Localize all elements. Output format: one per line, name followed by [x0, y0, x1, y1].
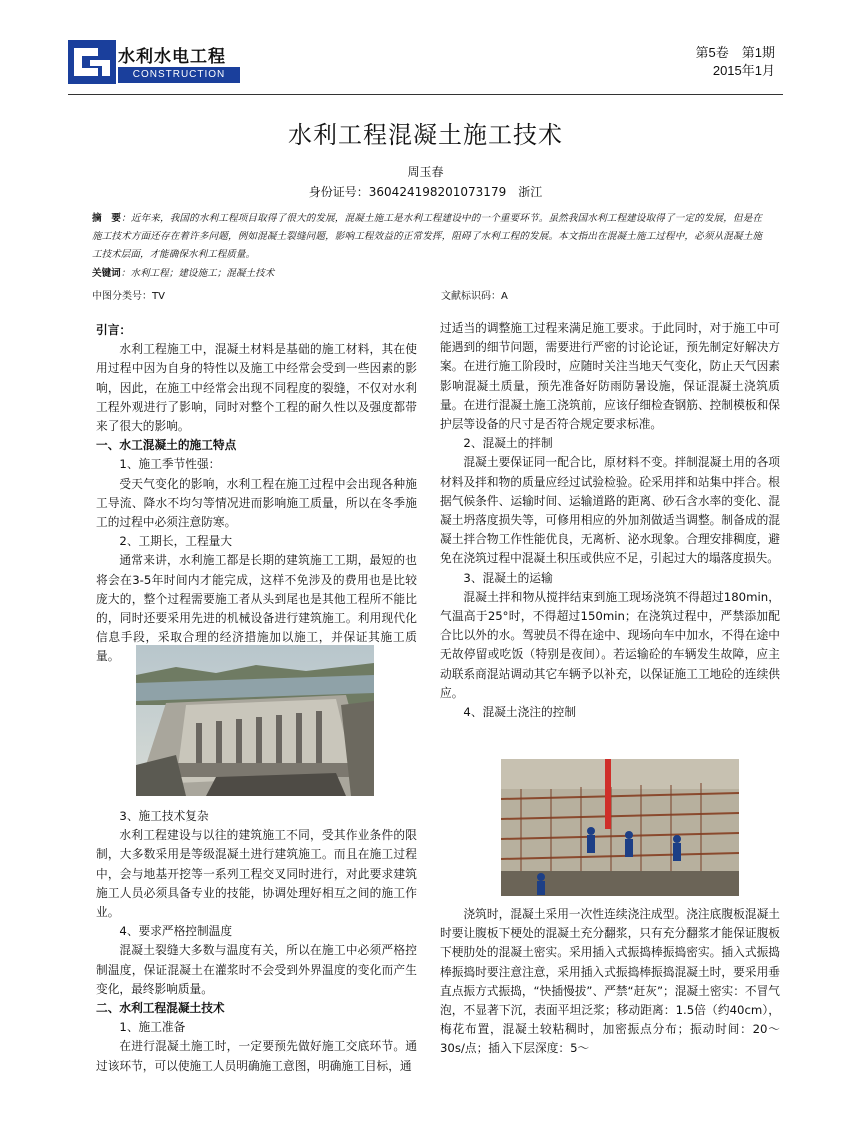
document-code: 文献标识码：A [441, 291, 508, 302]
journal-logo [68, 40, 240, 84]
left-column-top [96, 321, 417, 667]
author-id-line: 身份证号：360424198201073179 浙江 [308, 185, 543, 199]
journal-name-en: CONSTRUCTION [118, 67, 240, 83]
journal-name: 水利水电工程 [118, 47, 226, 67]
paragraph: 2、工期长，工程量大 [119, 534, 233, 549]
right-column-top [440, 319, 780, 722]
volume-issue: 第5卷 第1期 [695, 45, 775, 60]
header-rule [68, 94, 783, 95]
keywords [92, 266, 762, 282]
paragraph: 水利工程建设与以往的建筑施工不同，受其作业条件的限制，大多数采用是等级混凝土进行建筑施工。而且在施工过程中，会与地基开挖等一系列工程交叉同时进行，对此要求建筑施工人员必须具备专业的技能，协调处理好相互之间的施工作业。 [96, 828, 417, 920]
section-heading: 二、水利工程混凝土技术 [96, 1001, 225, 1016]
paragraph: 3、混凝土的运输 [463, 570, 553, 585]
paragraph: 浇筑时，混凝土采用一次性连续浇注成型。浇注底腹板混凝土时要让腹板下梗处的混凝土充分翻浆，只有充分翻浆才能保证腹板下梗肋处的混凝土密实。采用插入式振捣棒振捣密实。插入式振捣棒振捣时要注意注意，采用插入式振捣棒振捣混凝土时，要采用垂直点振方式振捣，“快插慢拔”、严禁“赶灰”；混凝土密实：不冒气泡，不显著下沉，表面平坦泛浆；移动距离：1.5倍（约40cm），梅花布置，混凝土较粘稠时，加密振点分布；振动时间：20～30s/点；插入下层深度：5～ [440, 907, 780, 1056]
concrete-pour-photo [501, 759, 739, 896]
logo-mark [68, 40, 116, 84]
paragraph: 混凝土要保证同一配合比，原材料不变。拌制混凝土用的各项材料及拌和物的质量应经过试验检验。砼采用拌和站集中拌合。根据气候条件、运输时间、运输道路的距离、砂石含水率的变化、混凝土坍落度损失等，可修用相应的外加剂做适当调整。制备成的混凝土拌合物工作性能优良，无离析、泌水现象。合理安排稠度，避免在浇筑过程中混凝土积压或供应不足，引起过大的塌落度损失。 [440, 455, 780, 566]
issue-info [696, 44, 775, 80]
keywords-label: 关键词 [92, 268, 121, 279]
paragraph: 4、要求严格控制温度 [119, 924, 233, 939]
paragraph: 2、混凝土的拌制 [463, 436, 553, 451]
paper-title: 水利工程混凝土施工技术 [288, 121, 563, 149]
paragraph: 1、施工季节性强： [119, 457, 221, 472]
paragraph: 4、混凝土浇注的控制 [463, 705, 577, 720]
paragraph: 通常来讲，水利施工都是长期的建筑施工工期，最短的也将会在3-5年时间内才能完成，这样不免涉及的费用也是比较庞大的，整个过程需要施工者从头到尾也是其他工程所不能比的，同时还要采用先进的机械设备进行建筑施工。利用现代化信息手段，采取合理的经济措施加以施工，并保证其施工质量。 [96, 553, 417, 664]
paragraph: 受天气变化的影响，水利工程在施工过程中会出现各种施工导流、降水不均匀等情况进而影响施工质量，所以在冬季施工的过程中必须注意防寒。 [96, 476, 417, 530]
paragraph: 在进行混凝土施工时，一定要预先做好施工交底环节。通过该环节，可以使施工人员明确施工意图，明确施工目标，通 [96, 1039, 417, 1073]
paragraph: 3、施工技术复杂 [119, 809, 209, 823]
dam-photo [136, 645, 374, 796]
issue-date: 2015年1月 [712, 63, 775, 78]
right-column-bottom [440, 905, 780, 1059]
paragraph: 过适当的调整施工过程来满足施工要求。于此同时，对于施工中可能遇到的细节问题，需要进行严密的讨论论证，预先制定好解决方案。在进行施工阶段时，应随时关注当地天气变化，防止天气因素影响混凝土质量，预先准备好防雨防暑设施，保证混凝土浇筑质量。在进行混凝土施工浇筑前，应该仔细检查钢筋、控制模板和保护层等设备的尺寸是否符合规定要求标准。 [440, 321, 780, 432]
author-name: 周玉春 [407, 165, 444, 179]
section-heading: 引言： [96, 323, 132, 337]
keywords-text: ：水利工程；建设施工；混凝土技术 [120, 268, 275, 279]
abstract [92, 210, 762, 264]
paragraph: 水利工程施工中，混凝土材料是基础的施工材料，其在使用过程中因为自身的特性以及施工中经常会受到一些因素的影响，因此，在施工中经常会出现不同程度的裂缝，不仅对水利工程外观进行了影响，同时对整个工程的耐久性以及强度都带来了很大的影响。 [96, 342, 417, 434]
abstract-text: ：近年来，我国的水利工程项目取得了很大的发展，混凝土施工是水利工程建设中的一个重要环节。虽然我国水利工程建设取得了一定的发展，但是在施工技术方面还存在着许多问题，例如混凝土裂缝问题，影响工程效益的正常发挥，阻碍了水利工程的发展。本文指出在混凝土施工过程中，必须从混凝土施工技术层面，才能确保水利工程质量。 [92, 213, 763, 260]
section-heading: 一、水工混凝土的施工特点 [96, 438, 237, 453]
paragraph: 混凝土拌和物从搅拌结束到施工现场浇筑不得超过180min，气温高于25°时，不得超过150min；在浇筑过程中，严禁添加配合比以外的水。驾驶员不得在途中、现场向车中加水，不得在途中无故停留或吃饭（特别是夜间）。若运输砼的车辆发生故障，应主动联系商混站调动其它车辆予以补充，以保证施工工地砼的连续供应。 [440, 589, 780, 700]
paragraph: 混凝土裂缝大多数与温度有关，所以在施工中必须严格控制温度，保证混凝土在灌浆时不会受到外界温度的变化而产生变化，最终影响质量。 [96, 943, 417, 996]
paragraph: 1、施工准备 [119, 1020, 186, 1035]
left-column-bottom [96, 807, 417, 1076]
abstract-label: 摘 要 [92, 213, 122, 224]
classification-number: 中图分类号：TV [92, 291, 165, 302]
